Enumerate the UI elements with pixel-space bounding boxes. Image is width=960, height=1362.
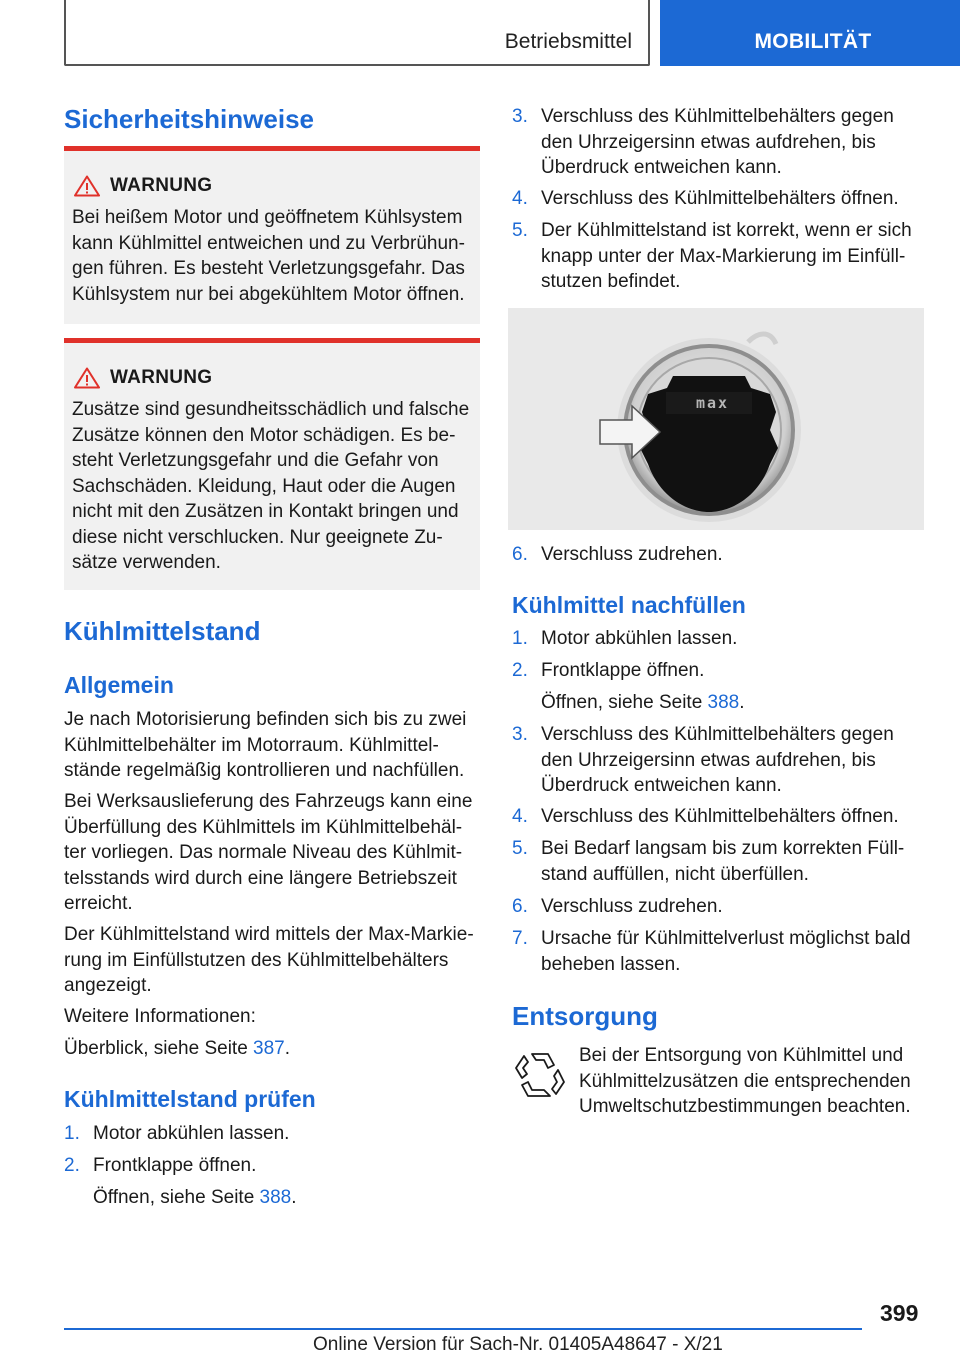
step-text: Verschluss zudrehen. [541,896,723,917]
section-title-coolant-level: Kühlmittelstand [64,616,261,646]
text-line: kann Kühlmittel entweichen und zu Verbrühun- [72,232,465,254]
overview-reference [64,1036,290,1062]
max-marking-label: max [696,394,730,412]
warning-text [72,205,474,307]
coolant-filler-neck-illustration [508,308,924,530]
disposal-text [579,1043,924,1120]
header-section-box [64,0,650,66]
text-line: Überfüllung des Kühlmittels im Kühlmittelbehäl- [64,816,463,838]
text-line: Je nach Motorisierung befinden sich bis zu zwei [64,709,467,730]
warning-triangle-icon [74,367,100,389]
subsection-title-check: Kühlmittelstand prüfen [64,1086,316,1112]
page-link-387[interactable]: 387 [253,1038,285,1059]
warning-label: WARNUNG [110,367,213,388]
period: . [284,1038,291,1059]
section-title-safety: Sicherheitshinweise [64,104,314,134]
reference-text: Öffnen, siehe Seite [93,1187,260,1208]
text-line: Bei Bedarf langsam bis zum korrekten Füll- [541,838,905,859]
text-line: rung im Einfüllstutzen des Kühlmittelbehälters [64,949,449,971]
text-line: gen führen. Es besteht Verletzungsgefahr. Das [72,258,465,279]
text-line: Bei Werksauslieferung des Fahrzeugs kann eine [64,791,473,812]
text-line: Ursache für Kühlmittelverlust möglichst bald [541,928,911,949]
step-number: 1. [64,1123,80,1144]
subsection-title-general: Allgemein [64,672,174,698]
text-line: Kühlmittelzusätzen die entsprechenden [579,1070,911,1092]
text-line: angezeigt. [64,975,152,996]
text-line: steht Verletzungsgefahr und die Gefahr von [72,450,439,471]
text-line: Kühlmittelbehälter im Motorraum. Kühlmittel- [64,734,439,756]
step-text: Verschluss zudrehen. [541,544,723,565]
text-line: Bei heißem Motor und geöffnetem Kühlsystem [72,207,463,228]
text-line: den Uhrzeigersinn etwas aufdrehen, bis [541,131,876,153]
text-line: Der Kühlmittelstand wird mittels der Max-Markie- [64,924,474,945]
paragraph-general-1 [64,707,484,784]
text-line: beheben lassen. [541,953,681,975]
warning-box-2 [64,338,480,590]
refill-page-reference [541,690,745,716]
text-line: telsstands wird durch eine längere Betriebszeit [64,867,457,889]
period: . [739,692,745,713]
page-link-388[interactable]: 388 [707,692,740,713]
period: . [291,1187,297,1208]
recycling-icon [514,1048,566,1100]
text-line: stand auffüllen, nicht überfüllen. [541,863,809,885]
step-number: 4. [512,188,528,209]
text-line: Zusätze sind gesundheitsschädlich und falsche [72,399,470,420]
step-text: Frontklappe öffnen. [541,660,705,681]
header-section-title: Betriebsmittel [504,30,632,53]
text-line: Kühlsystem nur bei abgekühltem Motor öffnen. [72,283,465,305]
step-text: Verschluss des Kühlmittelbehälters öffnen. [541,806,899,827]
warning-box-1 [64,146,480,324]
filler-neck-drawing [508,308,924,530]
text-line: Sachschäden. Kleidung, Haut oder die Augen [72,475,456,497]
subsection-title-refill: Kühlmittel nachfüllen [512,592,746,618]
text-line: erreicht. [64,893,133,914]
text-line: Der Kühlmittelstand ist korrekt, wenn er sich [541,220,912,241]
text-line: stutzen befindet. [541,271,681,292]
check-page-reference [93,1185,297,1211]
step-number: 5. [512,220,528,241]
header-chapter-tab[interactable] [660,0,960,66]
page-link-388[interactable]: 388 [259,1187,292,1208]
step-text: Motor abkühlen lassen. [541,628,738,649]
step-text [541,836,924,887]
step-number: 4. [512,806,528,827]
section-title-disposal: Entsorgung [512,1001,658,1031]
text-line: Überdruck entweichen kann. [541,775,782,796]
reference-text: Öffnen, siehe Seite [541,692,708,713]
step-text: Verschluss des Kühlmittelbehälters öffnen. [541,188,899,209]
text-line: Verschluss des Kühlmittelbehälters gegen [541,106,894,127]
text-line: stände regelmäßig kontrollieren und nachfüllen. [64,760,465,781]
paragraph-general-3 [64,922,484,999]
step-number: 3. [512,724,528,745]
step-number: 3. [512,106,528,127]
header-chapter-label: MOBILITÄT [754,30,872,53]
text-line: sätze verwenden. [72,552,221,573]
step-text [541,104,924,181]
step-number: 2. [512,660,528,681]
reference-text: Überblick, siehe Seite [64,1038,254,1059]
step-number: 5. [512,838,528,859]
text-line: nicht mit den Zusätzen in Kontakt bringen und [72,501,459,522]
text-line: ter vorliegen. Das normale Niveau des Kühlmit- [64,842,463,863]
text-line: Überdruck entweichen kann. [541,157,782,178]
text-line: Verschluss des Kühlmittelbehälters gegen [541,724,894,745]
step-text: Motor abkühlen lassen. [93,1123,290,1144]
warning-label: WARNUNG [110,175,213,196]
text-line: diese nicht verschlucken. Nur geeignete Zu- [72,526,443,548]
step-text: Frontklappe öffnen. [93,1155,257,1176]
footer-version-text: Online Version für Sach-Nr. 01405A48647 - X/21 [313,1334,723,1355]
paragraph-general-2 [64,789,484,917]
text-line: knapp unter der Max-Markierung im Einfüll- [541,245,906,267]
step-number: 6. [512,544,528,565]
step-text [541,218,924,295]
step-text [541,722,924,799]
text-line: Zusätze können den Motor schädigen. Es be- [72,424,456,446]
warning-text [72,397,474,576]
footer-divider [64,1328,862,1330]
page-number: 399 [880,1300,919,1326]
info-label: Weitere Informationen: [64,1006,256,1027]
text-line: den Uhrzeigersinn etwas aufdrehen, bis [541,749,876,771]
text-line: Umweltschutzbestimmungen beachten. [579,1096,911,1117]
text-line: Bei der Entsorgung von Kühlmittel und [579,1045,904,1066]
step-number: 2. [64,1155,80,1176]
warning-triangle-icon [74,175,100,197]
step-number: 7. [512,928,528,949]
step-number: 1. [512,628,528,649]
step-text [541,926,924,977]
step-number: 6. [512,896,528,917]
